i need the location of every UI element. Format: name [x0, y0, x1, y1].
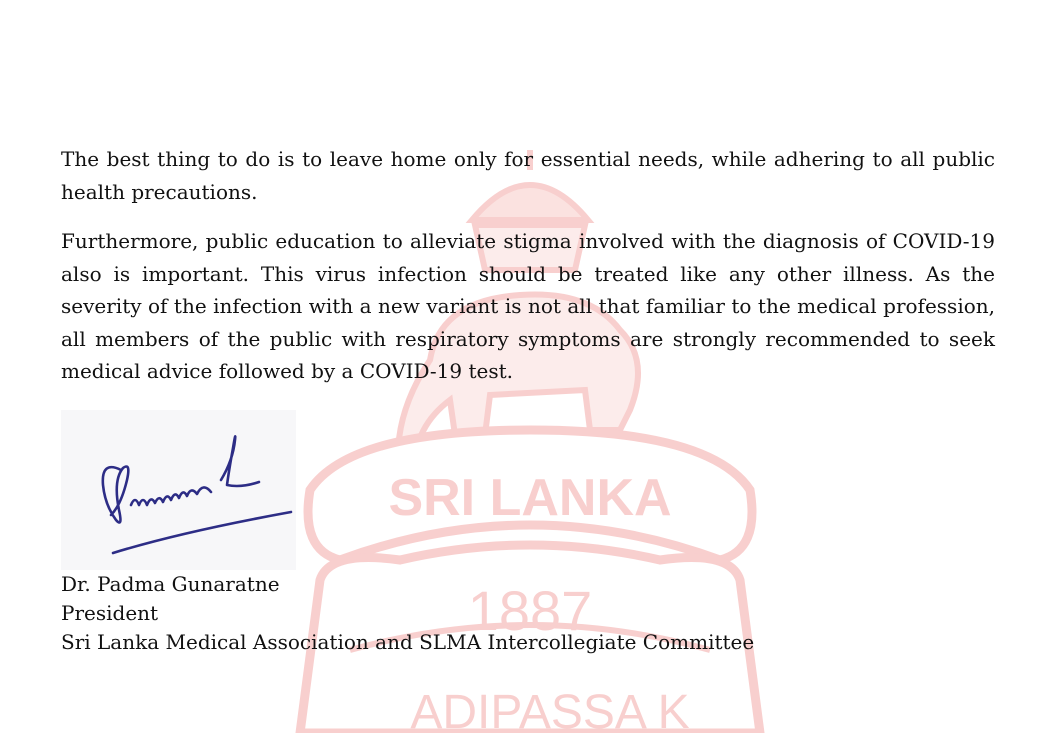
paragraph: The best thing to do is to leave home only for essential needs, while adhering to all public health precautions.	[61, 147, 995, 204]
signatory-organization: Sri Lanka Medical Association and SLMA Intercollegiate Committee	[61, 630, 755, 654]
signatory-title: President	[61, 601, 159, 625]
letter-body	[61, 143, 995, 405]
signatory-name: Dr. Padma Gunaratne	[61, 572, 280, 596]
paragraph: Furthermore, public education to alleviate stigma involved with the diagnosis of COVID-19 also is important. This virus infection should be treated like any other illness. As the severity of the infection with a new variant is not all that familiar to the medical profession, all members of the public with respiratory symptoms are strongly recommended to seek medical advice followed by a COVID-19 test.	[61, 229, 995, 383]
signatory-block	[61, 570, 754, 657]
watermark-year: 1887	[467, 579, 593, 642]
watermark-motto: ADIPASSA K	[410, 686, 690, 733]
signature-icon	[61, 410, 296, 570]
signature	[61, 410, 296, 570]
watermark-country: SRI LANKA	[388, 469, 672, 527]
